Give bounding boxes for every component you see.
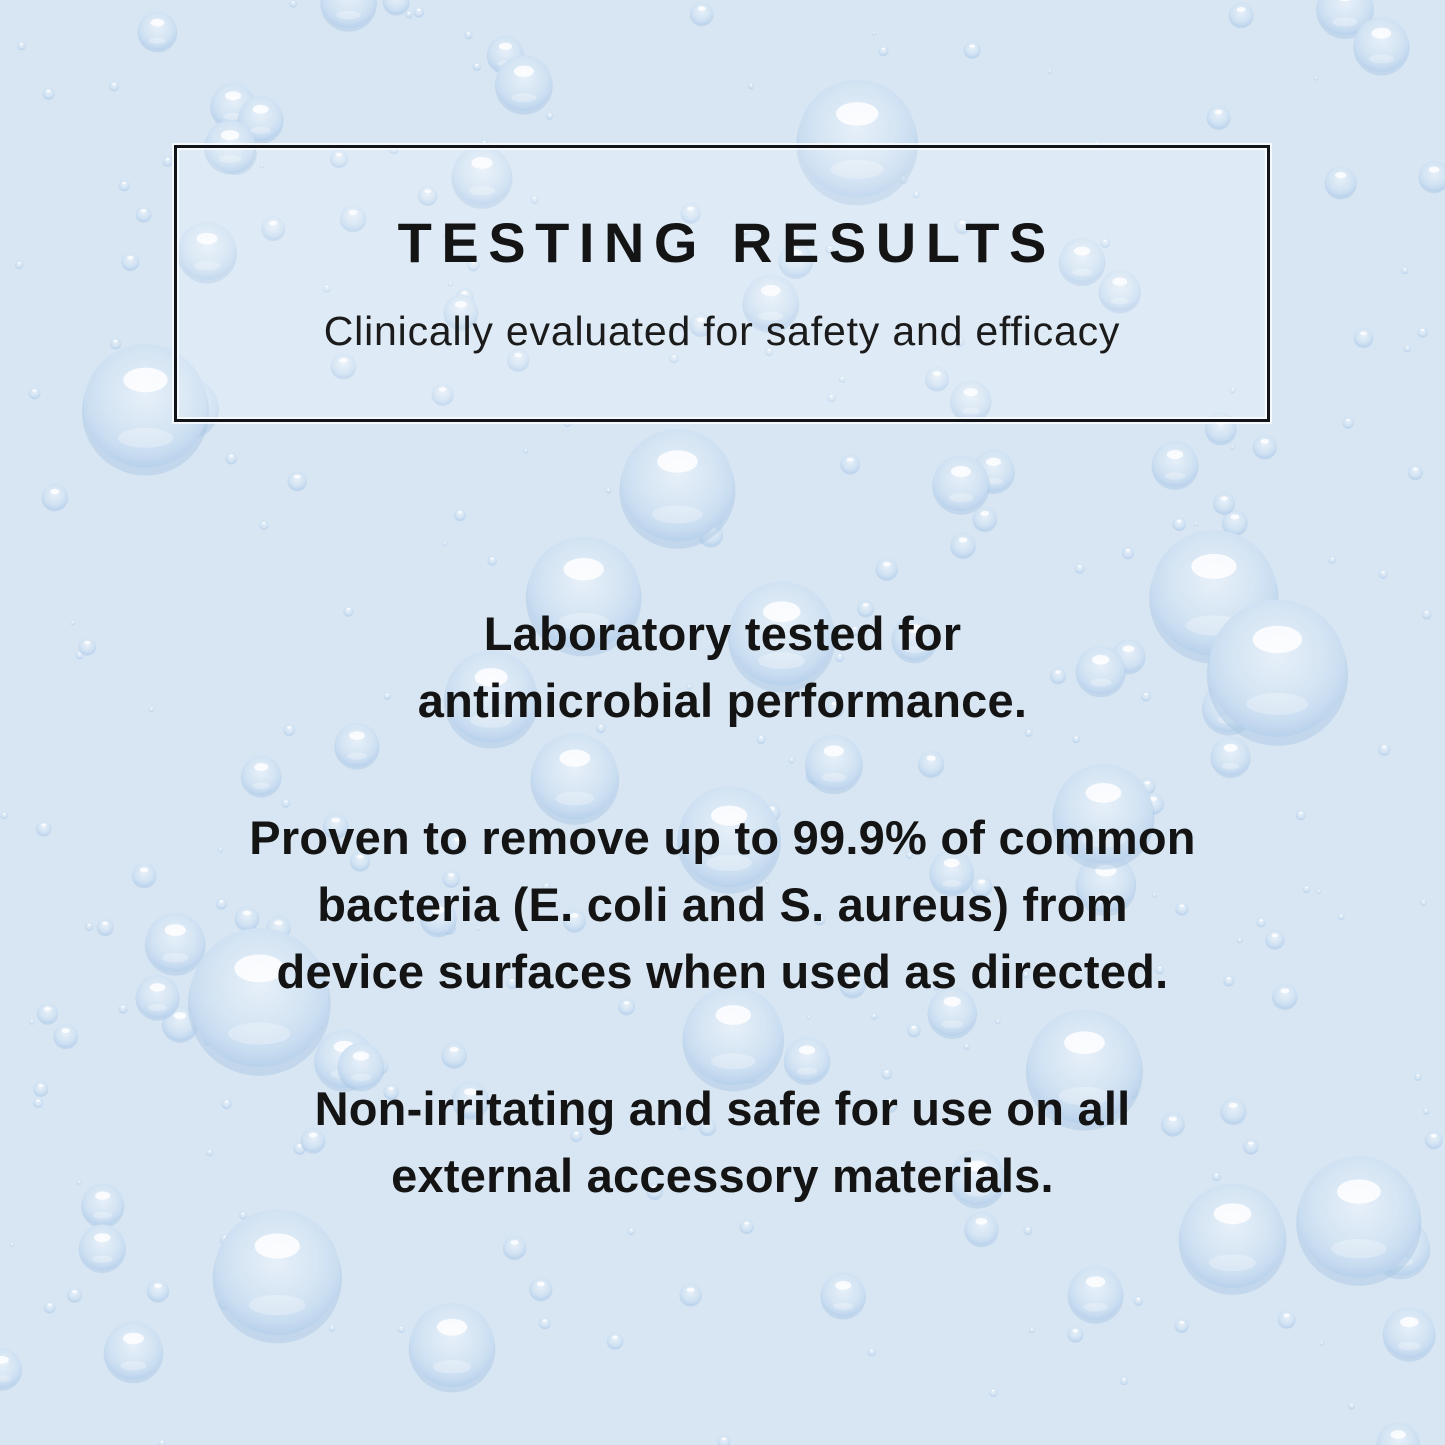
body-line: Proven to remove up to 99.9% of common: [249, 811, 1196, 864]
body-paragraph: [0, 600, 1445, 734]
page-subtitle: Clinically evaluated for safety and efficacy: [323, 307, 1121, 354]
body-paragraph: [0, 1075, 1445, 1209]
body-line: bacteria (E. coli and S. aureus) from: [317, 878, 1128, 931]
body-paragraph: [0, 804, 1445, 1005]
body-line: device surfaces when used as directed.: [276, 945, 1169, 998]
body-line: antimicrobial performance.: [417, 674, 1028, 727]
body-line: Non-irritating and safe for use on all: [314, 1082, 1131, 1135]
body-line: external accessory materials.: [391, 1149, 1054, 1202]
body-line: Laboratory tested for: [483, 607, 962, 660]
body-text: [0, 600, 1445, 1279]
testing-results-box: [174, 145, 1270, 422]
page-title: TESTING RESULTS: [397, 211, 1056, 275]
